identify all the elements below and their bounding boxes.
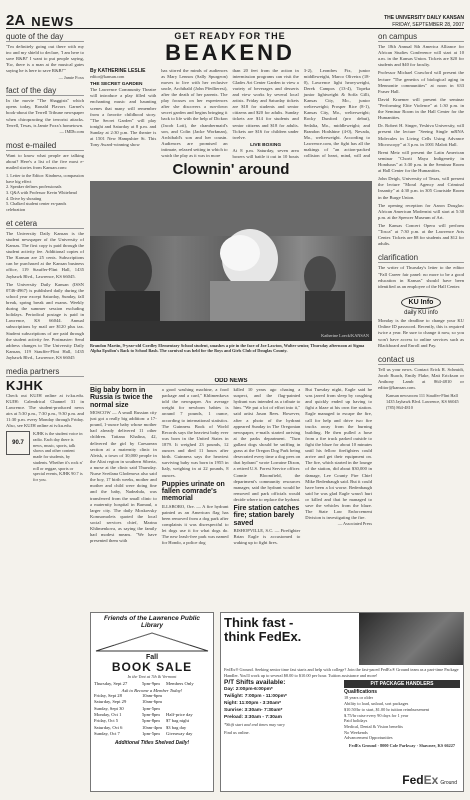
book-sale-ad — [90, 612, 214, 792]
clarification-heading: clarification — [378, 253, 464, 263]
photo-credit: Katherine Loeck/KANSAN — [321, 333, 369, 339]
quote-text: "I'm definitely going out there with my inc and my shield to declare, 'I am here to save R&B!' I want to put people saying, 'Ew, there is a man at the musical gates saying he is here to save R&B!'" — [6, 44, 84, 74]
qual-item: $10.50/hr to start, $1.00 hr tuition reimbursement — [344, 706, 430, 712]
list-item[interactable]: 4. Drive by shouting — [6, 195, 42, 201]
schedule-row: Saturday, Oct 6 10am-4pm $3 bag day — [94, 724, 187, 730]
shift-item: Twilight: 7:00pm - 11:00pm* — [224, 694, 287, 700]
odd-news-heading: ODD NEWS — [90, 378, 372, 385]
fact-text: In the movie "The Shaggists" which opens today, Ronald Flavors Garnet's book-about the Terrell Tribune newspaper when chiropracting the terrorist attacks. Terrell, Texas, is Jamie Foxx's hometown. — [6, 98, 84, 128]
book-sale-title: BOOK SALE — [111, 659, 193, 674]
on-campus-heading: on campus — [378, 32, 464, 42]
shift-note: *Shift start and end times may vary — [224, 721, 285, 727]
feature-col1: The Lawrence Community Theatre will introduce a play filled with enchanting music and haunting scenes that many will remember from a favorite childhood story. "The Secret Garden" will play tonight and Saturday at 8 p.m. and Sunday at 2:30 p.m. The theatre is at 1501 New Hampshire St. This Tony Award-winning show — [90, 87, 157, 148]
left-column — [6, 32, 84, 792]
schedule-row: Sunday, Oct 7 1pm-5pm Giveaway day — [94, 731, 193, 737]
most-emailed-intro: Want to know what people are talking about? Here's a list of the five most e-mailed stories from Kansan.com: — [6, 152, 84, 170]
campus-item: The Kansas Concert Opera will perform "Tosca" at 7:30 p.m. at the Lawrence Arts Center. Tickets are $8 for students and $12 for adults. — [378, 222, 464, 247]
campus-item: Brent Metz will present the Latin American seminar "Chorti Maya Indigeneity in Honduras" at 3:30 p.m. in the Seminar Room at Hall Center for the Humanities. — [378, 149, 464, 174]
photo-caption: Brandon Martin, 9-year-old Cordley Elementary School student, smashes a pie in the face of Joe Lawton, Walter senior, Thursday afternoon at Sigma Alpha Epsilon's Back to School Bash. The carnival was held for the Boys and Girls Club of Douglas County. — [90, 342, 365, 354]
section-name: NEWS — [31, 14, 75, 29]
odd-text: a good washing machine, a food package and a card," Khlimenkova told the newspaper. An average weight for newborn babies is around 7 pounds, 1 ounce, according to international statistics. The Guinness Book of World Records says the heaviest baby ever was born in the United States in 1879. It weighed 23 pounds, 12 ounces and died 11 hours after birth. Guinness says the heaviest surviving baby was born in 1955 in Italy, weighing in at 22 pounds, 8 ounces. — [161, 387, 229, 478]
shift-item: Day: 2:00pm-6:00pm* — [224, 687, 273, 693]
masthead — [384, 15, 464, 28]
fedex-location: FedEx Ground · 8000 Cole Parkway · Shawnee, KS 66227 — [348, 743, 456, 749]
photo-illustration — [90, 181, 372, 341]
qual-item: 18 years or older — [344, 695, 373, 701]
feature-title-top: GET READY FOR THE — [174, 32, 286, 41]
campus-item: Dr. Robert H. Singer, Yeshiva University, will present the lecture "Seeing Single mRNA Molecules in Living Cells Using Advance Microscopy" at 3 p.m. in 1001 Malott Hall. — [378, 123, 464, 147]
book-sale-fall: Fall — [145, 653, 159, 661]
subhead: THE SECRET GARDEN — [90, 82, 143, 88]
feature-col3-b: At 8 p.m. Saturday, seven area boxers will battle it out in 10 bouts — [232, 147, 299, 158]
qual-item: $.75/hr raise every 90 days for 1 year — [344, 712, 409, 718]
media-text: Check out KUJH online at tv.ku.edu. KUJH: Calendrical Channel 31 in Lawrence. The student-produced news airs at 5:30 p.m., 7:30 p.m., 9:30 p.m. and 11:30 p.m. every Monday through Friday. Also, see KUJH online at tv.ku.edu. — [6, 392, 84, 429]
shifts-heading: P/T Shifts available: — [224, 679, 286, 687]
feature-article — [90, 32, 370, 158]
paper-name: THE UNIVERSITY DAILY KANSAN — [384, 15, 464, 21]
campus-item: The opening reception for Aaron Douglas: African American Modernist will start at 5:30 p.m. at the Spencer Museum of Art. — [378, 202, 464, 220]
fact-source: — IMDb.com — [59, 128, 84, 134]
quote-heading: quote of the day — [6, 32, 84, 42]
fedex-logo: Fed Ex Ground — [402, 773, 457, 788]
tent-icon — [94, 631, 210, 653]
page-number: 2A — [6, 12, 26, 29]
photo-headline: Clownin' around — [172, 162, 290, 178]
feature-col3: than 20 feet from the action in intermission programs can visit the Glades Art Center Garden to view a variety of beverages and desserts and view works by several local artists. Friday and Saturday tickets are $18 for students and senior citizens and $20 for adults. Sunday tickets are $14 for students and senior citizens and $18 for adults. Tickets are $16 for children under twelve. — [232, 67, 299, 140]
list-item[interactable]: 5. Chalked student center ex-pands celebration — [6, 201, 67, 213]
kjhk-block — [6, 431, 84, 482]
kujh-logo: KJHK — [6, 378, 44, 394]
kjhk-text: KJHK is the student voice in radio. Each day there is news, music, sports, talk shows and other content made for students, by students. Whether it's rock n' roll or reggae, sports or special events, KJHK 90.7 is for you. — [33, 431, 83, 482]
schedule-row: Monday, Oct 1 5pm-8pm Half-price day — [94, 711, 193, 717]
etcetera-text: The University Daily Kansan is the student newspaper of the University of Kansas. The first copy is paid through the student activity fee. Additional copies of The Kansan are 25 cents. Subscriptions can be purchased at the Kansan business office, 119 Stauffer-Flint Hall, 1435 Jayhawk Blvd., Lawrence, KS 66045. — [6, 230, 84, 279]
campus-item: John Deigh, University of Texas, will present the lecture "Moral Agency and Criminal Insanity" at 4:30 p.m. in 305 Courtside Room in the Burge Union. — [378, 176, 464, 200]
book-sale-schedule — [94, 681, 210, 737]
odd-source: — Associated Press — [337, 521, 372, 527]
issue-date: FRIDAY, SEPTEMBER 28, 2007 — [392, 21, 464, 28]
member-note: Ask to Become a Member Today! — [121, 687, 183, 693]
photo-section — [90, 162, 372, 372]
kjhk-logo-block — [6, 379, 84, 393]
shift-item: Preload: 3:30am - 7:30am — [224, 715, 282, 721]
byline: By KATHERINE LESLIE — [90, 67, 146, 74]
odd-text: MOSCOW — A small Russian city just got a really big addition: a 17-pound, 1-ounce baby whose mother had already delivered 11 other children. Tatiana Khalina, 42, delivered the girl by Caesarean section at a maternity clinic in Aleisk, a town of 30,000 people in the Altai region in southern Siberia, a nurse at the clinic said Thursday. Nurse Svetlana Glodenova also said the boy, 17 birth weeks, mother and mother and child were doing fine and the baby, Nadezhda, was transferred from the small clinic to a maternity hospital in Barnaul, a larger city. The daily Moskovsky Komsomolets quoted the local social services chief, Marina Khlimenkova, as saying the family had modest means. "We have presented them with — [90, 410, 157, 544]
campus-item: The 18th Annual 8th America Alliance for African Studies Conference will start at 10 a.m. in the Kansas Union. Tickets are $20 for students and $40 for faculty. — [378, 44, 464, 68]
qual-item: Ability to load, unload, sort packages — [344, 701, 409, 707]
fedex-headline-2: think FedEx. — [224, 628, 302, 644]
kuinfo-text: Monday is the deadline to change your KU Online ID password. Recently, this is required twice a year. Be sure to change it now, so you won't have access to online services such as Blackboard and Enroll and Pay. — [378, 318, 464, 348]
quote-source: — Jamie Foxx — [58, 74, 84, 80]
schedule-row: Saturday, Sept 29 10am-6pm — [94, 699, 162, 705]
campus-item: David Kraemer will present the seminar "Performing Elite Violence" at 1:30 p.m. in the Seminar Room in the Hall Center for the Humanities. — [378, 96, 464, 121]
odd-headline: Puppies urinate on fallen comrade's memorial — [161, 480, 225, 503]
book-sale-org: Friends of the Lawrence Public Library — [103, 615, 201, 629]
fedex-desc: FedEx® Ground. Seeking senior time fast starts and help with college? Join the fast-paced FedEx® Ground team as a part-time Package Handler. You'll work up to several $8.00 to $10.00 per hour. Tuition assistance and more! — [224, 667, 459, 678]
qual-item: Medical, Dental & Vision benefits — [344, 723, 403, 729]
feature-col4: 3-2), Leondres Fix, junior middleweight, Marco Oliveira (18-0), Lawrence light heavyweight, Derek Campos (13-4), Topeka junior lightweight & Sofía Gilli, Kansas City, Mo., junior welterweight; Prosper Rice (8-1), Kansas City, Mo., welterweight; Rocky Dunford (pro debut), Sedalia, Mo., middleweight; and Brandon Hodshine (4-0), Nevada, Mo., welterweight. According to Lawrence.com, the fight has all the makings of "an action-packed collision of heart, mind, will and — [303, 67, 370, 158]
qual-item: Advancement Opportunities — [344, 735, 393, 741]
list-item[interactable]: 1. Letter to the Editor: Kindness, compassion have big effect — [6, 172, 84, 184]
kuinfo-logo — [378, 296, 464, 316]
odd-headline: Big baby born in Russia is twice the normal size — [90, 387, 153, 409]
fact-heading: fact of the day — [6, 86, 84, 96]
contact-heading: contact us — [378, 355, 464, 365]
odd-text: But Tuesday night, Eagle said he was jarred from sleep by coughing and quickly ended up having to fight a blaze at his own fire station. Eagle managed to escape the fire, call for help and drive two fire trucks away from the burning building. He then pulled a hose from a fire truck parked outside to fight the blaze for about 10 minutes until his fellow firefighters could arrive and get their equipment on. The fire, which started in the lounge of the station, did about $30,000 in damage, Lee County Fire Chief Mike Bedenbaugh said. But it could have been a lot worse. Bedenbaugh said he was glad Eagle wasn't hurt or killed and that he managed to save the vehicles from the blaze. The State Law Enforcement Division is investigating the fire. — [305, 387, 372, 521]
media-heading: media partners — [6, 367, 84, 377]
fedex-photo — [359, 613, 463, 665]
schedule-row: Sunday, Sept 30 1pm-5pm — [94, 705, 160, 711]
feature-col2: has stirred the minds of audiences as Mary Lennox (Sally Spurgeon) moves to live with her reclusive uncle, Archibald (John Pfedlieresi), after the death of her parents. The play focuses on her experiences after she discovers a run-down secret garden and begins bringing it back to life with the help of Dickon (Jacob Lott), the chambermaid's son, and Colin (Jacke Workman), Archibald's son and her cousin. Audiences are promised an intimate, relaxed setting in which to watch the play as it was in more — [161, 67, 228, 158]
kjhk-radio-icon: 90.7 — [6, 431, 30, 455]
page-header — [6, 5, 464, 29]
right-column — [378, 32, 464, 472]
kuinfo-logo-text: KU Info — [401, 296, 442, 309]
odd-text: killed 10 years ago chasing a suspect, and the flag-painted hydrant was intended as a tribute to him. "We put a lot of effort into it," said artist Jason Rees. However, after a photo of the hydrant appeared Sunday in The Oregonian newspaper, e-mails started arriving at the parks department. "Turn gallant dogs should be sniffing in grass at the Oregon Dog Park being desecrated every time a dog pees on that hydrant" wrote Lorraine Dizon, a retired U.S. Forest Service officer. Connie Bloomfield, the department's community resources manager, said the hydrant would be removed and park officials would decide where to replace the hydrant. — [233, 387, 301, 502]
etcetera-text-2: The University Daily Kansan (ISSN 0746-4967) is published daily during the school year except Saturday, Sunday, fall break, spring break and exams. Weekly during the summer session excluding holidays. Periodical postage is paid in Lawrence, KS 66044. Annual subscriptions by mail are $120 plus tax. Student subscriptions of are paid through the student activity fee. Postmaster: Send address changes to The University Daily Kansan, 119 Stauffer-Flint Hall, 1435 Jayhawk Blvd., Lawrence, KS 66045 — [6, 281, 84, 360]
odd-text: ILLSBORO, Ore. — A fire hydrant painted as an American flag has been removed from a dog park after complaints it was disrespectful to let dogs use it for what dogs do. The new leash-free park was named for Hondo, a police dog — [161, 503, 229, 546]
contact-address: Kansan newsroom 111 Stauffer-Flint Hall 1435 Jayhawk Blvd. Lawrence, KS 66045 (785) 864-4810 — [386, 393, 459, 410]
schedule-row: Friday, Oct 5 5pm-8pm $7 bag night — [94, 718, 189, 724]
schedule-row: Thursday, Sept 27 5pm-9pm Members Only — [94, 681, 194, 687]
contact-text: Tell us your news. Contact Erick R. Schmidt, Jacob Ruach, Emily Flake, Matt Erickson or Anthony Lamb at 864-4810 or editor@kansan.com. — [378, 366, 464, 391]
kuinfo-sub: daily KU info — [404, 310, 438, 317]
qual-item: Paid holidays — [344, 718, 368, 724]
most-emailed-heading: most e-mailed — [6, 141, 84, 151]
clarification-text: The writer of Thursday's letter to the editor "Fall Career fair panel: no more to be a good education in Kansas" should have been identified as an employee of the Hall Center. — [378, 265, 464, 289]
book-sale-location: In the Tent at 7th & Vermont — [127, 673, 177, 679]
subhead: LIVE BOXING — [250, 142, 282, 148]
feature-title: BEAKEND — [165, 40, 295, 66]
fedex-headline: Think fast - — [224, 615, 294, 630]
odd-headline: Fire station catches fire; station barely saved — [233, 505, 300, 527]
clown-photo — [90, 181, 372, 341]
shift-item: Night: 11:00pm - 3:30am* — [224, 701, 282, 707]
book-sale-footer: Additional Titles Shelved Daily! — [114, 739, 190, 746]
schedule-row: Friday, Sept 28 10am-6pm — [94, 692, 162, 698]
campus-item: Professor Michael Crawford will present the lecture "The genetics of biological aging in Mennonite communities" at noon in 633 Fraser Hall. — [378, 70, 464, 94]
list-item[interactable]: 3. Q&A with Professor Kevin Whitehead — [6, 189, 77, 195]
byline-email: editor@kansan.com — [90, 73, 125, 79]
package-handlers-label: P/T PACKAGE HANDLERS — [344, 680, 460, 688]
odd-news — [90, 378, 372, 606]
etcetera-heading: et cetera — [6, 219, 84, 229]
list-item[interactable]: 2. Speaker defines professionals — [6, 184, 62, 190]
fedex-ad — [220, 612, 464, 792]
qual-item: No Weekends — [344, 729, 368, 735]
shift-item: Sunrise: 3:30am- 7:30am* — [224, 708, 283, 714]
odd-text: BISHOPVILLE, S.C. — Firefighter Brian Eagle is accustomed to waking up to fight fires. — [233, 528, 301, 546]
fedex-apply: Find us online. — [224, 729, 250, 735]
quals-heading: Qualifications — [344, 689, 378, 696]
most-emailed-list — [6, 173, 84, 213]
